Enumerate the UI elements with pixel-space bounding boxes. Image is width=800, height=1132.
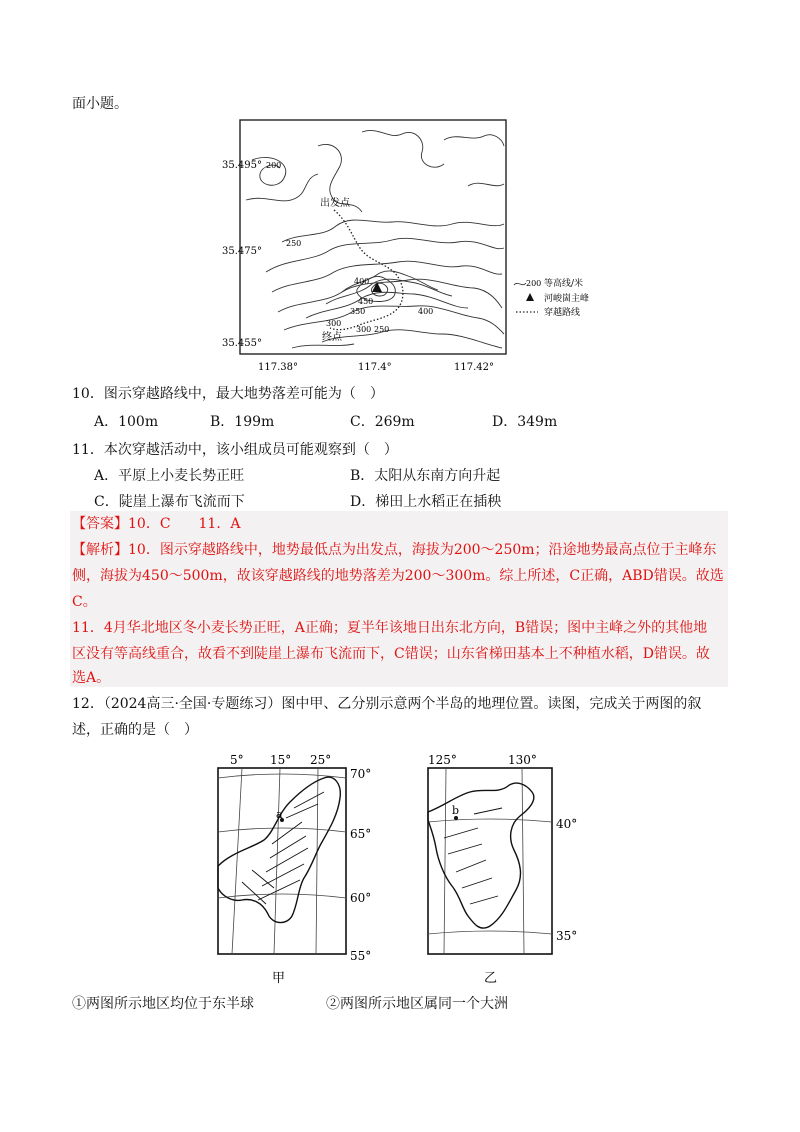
contour-label: 250 <box>374 325 390 334</box>
yi-lon-125: 125° <box>428 753 457 767</box>
contour-label: 400 <box>354 277 370 286</box>
lat-label-3: 35.455° <box>222 338 262 349</box>
analysis-line-4: 11．4月华北地区冬小麦长势正旺，A正确；夏半年该地日出东北方向，B错误；图中主峰之外的其他地 <box>72 620 708 636</box>
q12-stem-2: 述，正确的是（ ） <box>72 722 198 738</box>
intro-text: 面小题。 <box>72 96 128 112</box>
jia-lat-65: 65° <box>350 827 372 841</box>
legend-route: 穿越路线 <box>544 308 581 318</box>
q10-option-c[interactable]: C．269m <box>350 414 415 430</box>
contour-label: 200 <box>266 161 282 170</box>
lat-label-2: 35.475° <box>222 246 262 257</box>
yi-lat-40: 40° <box>556 817 578 831</box>
point-b-label: b <box>452 804 460 817</box>
end-label: 终点 <box>322 332 342 343</box>
analysis-tag: 【解析】 <box>72 542 128 558</box>
lat-label-1: 35.495° <box>222 160 262 171</box>
contour-label: 350 <box>350 307 366 316</box>
answer-text: 10．C 11．A <box>128 516 241 532</box>
yi-lon-130: 130° <box>508 753 537 767</box>
peninsula-maps <box>212 748 584 990</box>
yi-lat-35: 35° <box>556 929 578 943</box>
map-legend <box>512 274 622 322</box>
q10-option-a[interactable]: A．100m <box>94 414 159 430</box>
jia-lon-5: 5° <box>230 753 244 767</box>
q12-choice-2: ②两图所示地区属同一个大洲 <box>326 996 508 1012</box>
jia-lon-25: 25° <box>310 753 332 767</box>
q11-stem: 11．本次穿越活动中，该小组成员可能观察到（ ） <box>72 442 398 458</box>
map-jia <box>218 753 371 986</box>
caption-jia: 甲 <box>272 971 286 986</box>
topographic-map <box>222 112 522 380</box>
analysis-line-6: 选A。 <box>72 670 111 686</box>
contour-label: 250 <box>286 239 302 248</box>
analysis-line-3: C。 <box>72 594 97 610</box>
start-label: 出发点 <box>320 198 350 209</box>
q10-stem: 10．图示穿越路线中，最大地势落差可能为（ ） <box>72 386 384 402</box>
lon-label-3: 117.42° <box>454 362 494 373</box>
contour-label: 300 <box>326 319 342 328</box>
legend-peak: 河峻崮主峰 <box>544 294 590 304</box>
contour-label: 450 <box>358 297 374 306</box>
lon-label-1: 117.38° <box>258 362 298 373</box>
analysis-line-5: 区没有等高线重合，故看不到陡崖上瀑布飞流而下，C错误；山东省梯田基本上不种植水稻，D错误。故 <box>72 646 710 662</box>
q10-option-b[interactable]: B．199m <box>210 414 275 430</box>
map-frame <box>240 120 506 354</box>
q10-option-d[interactable]: D．349m <box>492 414 558 430</box>
contour-label: 300 <box>356 325 372 334</box>
legend-contour-value: 200 <box>526 279 542 288</box>
peak-legend-icon <box>526 293 534 301</box>
analysis-line-2: 侧，海拔为450～500m，故该穿越路线的地势落差为200～300m。综上所述，C正确，ABD错误。故选 <box>72 568 724 584</box>
jia-lat-55: 55° <box>350 949 372 963</box>
legend-contour: 等高线/米 <box>544 279 584 289</box>
q11-option-a[interactable]: A．平原上小麦长势正旺 <box>94 468 245 484</box>
caption-yi: 乙 <box>484 971 498 986</box>
analysis-line-1: 【解析】10．图示穿越路线中，地势最低点为出发点，海拔为200～250m；沿途地势最高点位于主峰东 <box>72 542 717 558</box>
jia-lon-15: 15° <box>270 753 292 767</box>
jia-lat-60: 60° <box>350 891 372 905</box>
lon-label-2: 117.4° <box>358 362 392 373</box>
q12-choice-1: ①两图所示地区均位于东半球 <box>72 996 254 1012</box>
q12-stem-1: 12．（2024高三·全国·专题练习）图中甲、乙分别示意两个半岛的地理位置。读图，完成关于两图的叙 <box>72 696 702 712</box>
answer-tag: 【答案】 <box>72 516 128 532</box>
answer-line <box>72 514 240 534</box>
map-yi <box>428 753 577 986</box>
point-a-label: a <box>276 808 283 821</box>
contour-label: 400 <box>418 307 434 316</box>
q11-option-b[interactable]: B．太阳从东南方向升起 <box>350 468 501 484</box>
q11-option-d[interactable]: D．梯田上水稻正在插秧 <box>350 494 502 510</box>
q11-option-c[interactable]: C．陡崖上瀑布飞流而下 <box>94 494 245 510</box>
jia-lat-70: 70° <box>350 767 372 781</box>
